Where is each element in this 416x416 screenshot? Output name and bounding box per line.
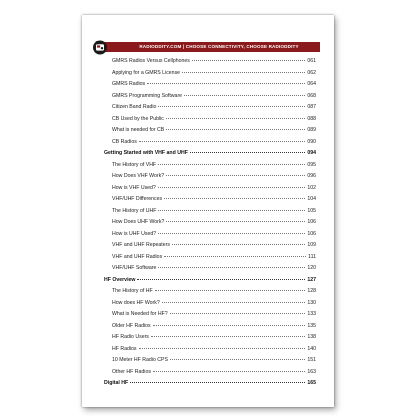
dot-leader <box>170 359 305 360</box>
dot-leader <box>166 118 305 119</box>
dot-leader <box>137 279 305 280</box>
toc-entry-row[interactable] <box>104 323 316 335</box>
toc-entry-title: The History of UHF <box>112 207 157 214</box>
toc-entry-row[interactable] <box>104 81 316 93</box>
toc-page-number: 102 <box>307 184 316 191</box>
toc-entry-row[interactable] <box>104 70 316 82</box>
toc-entry-title: GMRS Radios <box>112 81 146 87</box>
dot-leader <box>166 221 305 222</box>
toc-entry-row[interactable] <box>104 288 316 300</box>
dot-leader <box>139 348 306 349</box>
page-header <box>92 39 320 55</box>
toc-page-number: 163 <box>307 368 316 375</box>
toc-page-number: 062 <box>307 69 316 76</box>
toc-entry-row[interactable] <box>104 104 316 116</box>
dot-leader <box>172 244 305 245</box>
dot-leader <box>192 60 305 61</box>
toc-page-number: 128 <box>307 288 316 294</box>
toc-page-number: 096 <box>307 173 316 179</box>
toc-page-number: 111 <box>308 253 316 260</box>
toc-entry-row[interactable] <box>104 346 316 358</box>
toc-page-number: 120 <box>307 265 316 271</box>
dot-leader <box>155 290 306 291</box>
toc-entry-title: GMRS Programming Software <box>112 92 183 99</box>
toc-entry-row[interactable] <box>104 58 316 70</box>
toc-entry-row[interactable] <box>104 93 316 105</box>
dot-leader <box>162 302 306 303</box>
toc-entry-title: HF Overview <box>104 276 136 283</box>
toc-page-number: 135 <box>307 322 316 329</box>
toc-page-number: 105 <box>307 207 316 214</box>
toc-page-number: 095 <box>307 161 316 168</box>
toc-page-number: 130 <box>307 299 316 306</box>
toc-entry-row[interactable] <box>104 196 316 208</box>
header-banner <box>101 42 320 52</box>
toc-entry-title: Other HF Radios <box>112 368 151 375</box>
header-text: RADIODDITY.COM | CHOOSE CONNECTIVITY, CHOOSE RADIODDITY <box>139 44 299 49</box>
toc-entry-title: What is Needed for HF? <box>112 311 168 317</box>
toc-entry-row[interactable] <box>104 116 316 128</box>
dot-leader <box>184 95 305 96</box>
toc-entry-title: GMRS Radios Versus Cellphones <box>112 58 190 64</box>
toc-entry-title: How is VHF Used? <box>112 184 156 191</box>
toc-entry-title: VHF and UHF Radios <box>112 253 163 260</box>
toc-section-row[interactable] <box>104 277 316 289</box>
toc-entry-title: What is needed for CB <box>112 127 165 133</box>
toc-page-number: 089 <box>307 127 316 133</box>
toc-page-number: 127 <box>307 276 316 283</box>
toc-entry-title: CB Radios <box>112 138 137 145</box>
toc-entry-title: Older HF Radios <box>112 322 151 329</box>
toc-entry-title: 10 Meter HF Radio CPS <box>112 357 168 363</box>
dot-leader <box>158 210 305 211</box>
document-page <box>82 15 334 407</box>
toc-page-number: 104 <box>307 196 316 202</box>
dot-leader <box>164 256 306 257</box>
toc-entry-title: VHF/UHF Differences <box>112 196 163 202</box>
toc-page-number: 138 <box>307 334 316 340</box>
toc-entry-title: How Does VHF Work? <box>112 173 165 179</box>
dot-leader <box>151 336 305 337</box>
dot-leader <box>166 129 305 130</box>
toc-page-number: 106 <box>307 219 316 225</box>
toc-entry-title: How Does UHF Work? <box>112 219 165 225</box>
dot-leader <box>170 313 306 314</box>
toc-entry-row[interactable] <box>104 300 316 312</box>
dot-leader <box>158 106 305 107</box>
toc-page-number: 151 <box>307 357 316 363</box>
dot-leader <box>158 233 305 234</box>
toc-page-number: 165 <box>307 380 316 386</box>
toc-section-row[interactable] <box>104 150 316 162</box>
toc-page-number: 087 <box>307 104 316 110</box>
toc-page-number: 088 <box>307 115 316 122</box>
toc-entry-row[interactable] <box>104 357 316 369</box>
toc-entry-title: Digital HF <box>104 380 129 386</box>
toc-page-number: 133 <box>307 311 316 317</box>
toc-entry-title: How is UHF Used? <box>112 230 157 237</box>
toc-entry-row[interactable] <box>104 334 316 346</box>
toc-entry-row[interactable] <box>104 173 316 185</box>
dot-leader <box>190 152 305 153</box>
dot-leader <box>158 187 306 188</box>
toc-entry-row[interactable] <box>104 139 316 151</box>
toc-entry-title: Citizen Band Radio <box>112 104 157 110</box>
dot-leader <box>139 141 306 142</box>
toc-entry-row[interactable] <box>104 185 316 197</box>
toc-page-number: 106 <box>307 230 316 237</box>
toc-entry-title: Applying for a GMRS License <box>112 69 181 76</box>
dot-leader <box>147 83 305 84</box>
toc-entry-row[interactable] <box>104 265 316 277</box>
toc-entry-title: Getting Started with VHF and UHF <box>104 150 188 156</box>
toc-page-number: 068 <box>307 92 316 99</box>
toc-page-number: 140 <box>307 345 316 352</box>
dot-leader <box>158 267 305 268</box>
toc-entry-row[interactable] <box>104 219 316 231</box>
toc-section-row[interactable] <box>104 380 316 392</box>
toc-entry-title: HF Radio Users <box>112 334 149 340</box>
dot-leader <box>158 164 305 165</box>
dot-leader <box>153 371 305 372</box>
toc-entry-title: VHF and UHF Repeaters <box>112 242 170 248</box>
toc-entry-title: VHF/UHF Software <box>112 265 157 271</box>
toc-entry-title: The History of VHF <box>112 161 157 168</box>
toc-entry-row[interactable] <box>104 369 316 381</box>
dot-leader <box>130 382 305 383</box>
radio-icon <box>92 39 108 55</box>
toc-entry-title: HF Radios <box>112 345 137 352</box>
toc-entry-row[interactable] <box>104 162 316 174</box>
dot-leader <box>164 198 305 199</box>
dot-leader <box>166 175 305 176</box>
toc-page-number: 109 <box>307 242 316 248</box>
dot-leader <box>153 325 306 326</box>
toc-entry-row[interactable] <box>104 254 316 266</box>
toc-page-number: 064 <box>307 81 316 87</box>
toc-entry-row[interactable] <box>104 231 316 243</box>
toc-entry-title: CB Used by the Public <box>112 115 164 122</box>
toc-page-number: 061 <box>307 58 316 64</box>
toc-entry-row[interactable] <box>104 311 316 323</box>
toc-entry-row[interactable] <box>104 208 316 220</box>
table-of-contents <box>104 58 316 392</box>
toc-entry-title: The History of HF <box>112 288 153 294</box>
toc-entry-row[interactable] <box>104 127 316 139</box>
toc-page-number: 094 <box>307 150 316 156</box>
toc-entry-title: How does HF Work? <box>112 299 160 306</box>
toc-entry-row[interactable] <box>104 242 316 254</box>
toc-page-number: 090 <box>307 138 316 145</box>
dot-leader <box>182 72 305 73</box>
